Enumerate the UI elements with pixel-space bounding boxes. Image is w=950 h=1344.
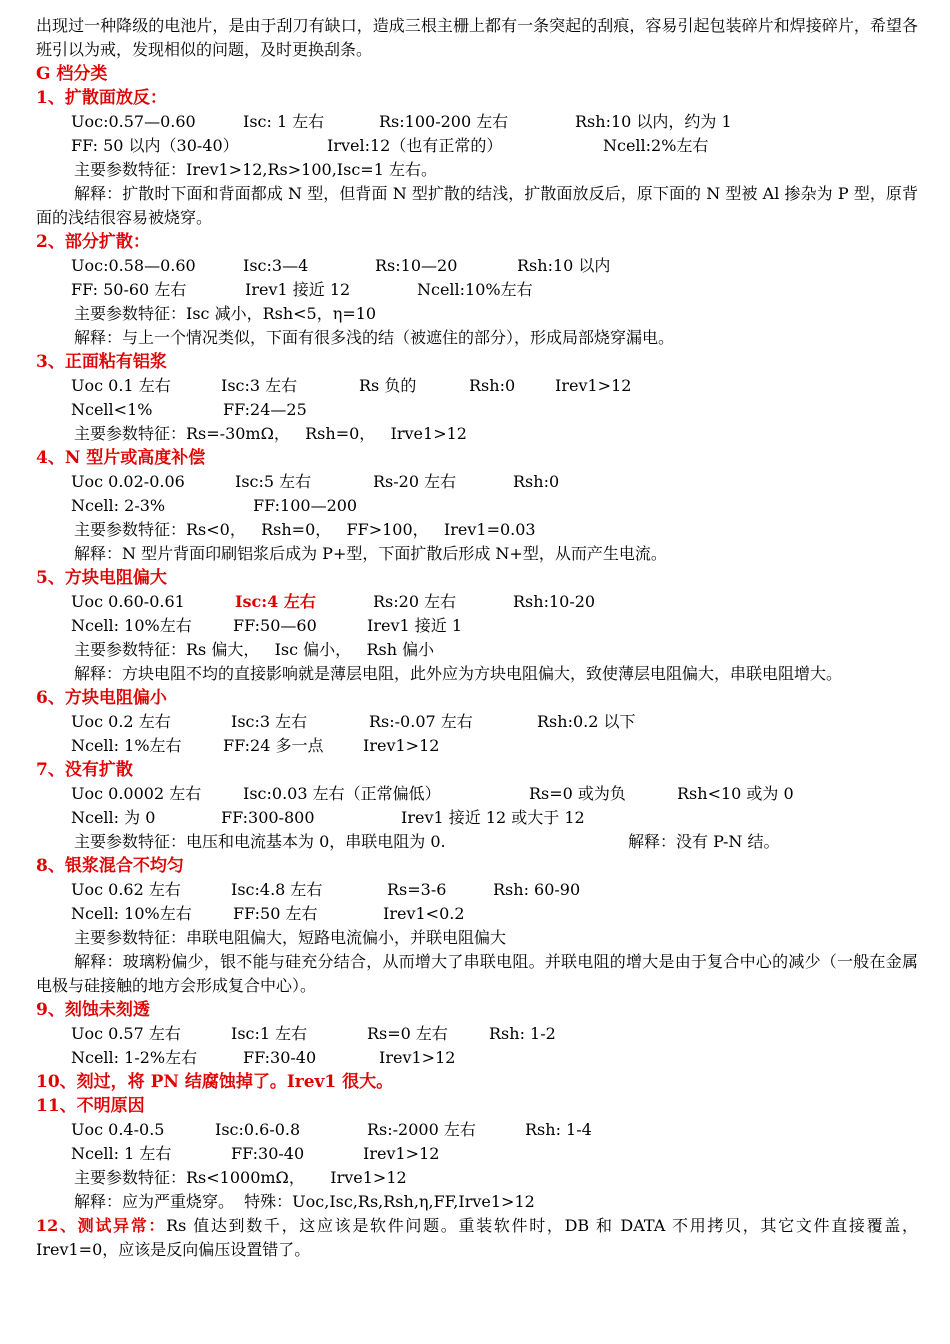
item-title: 5、方块电阻偏大 — [36, 568, 167, 588]
param-row — [36, 1046, 918, 1070]
param-value: Rsh:10 以内 — [517, 256, 611, 275]
param-value: Rsh:10-20 — [513, 592, 596, 611]
param-row — [36, 134, 918, 158]
param-value: Ncell:10%左右 — [417, 280, 533, 299]
explain-text: 解释：玻璃粉偏少，银不能与硅充分结合，从而增大了串联电阻。并联电阻的增大是由于复合中心的减少（一般在金属电极与硅接触的地方会形成复合中心）。 — [36, 952, 918, 995]
param-value: Ncell:2%左右 — [603, 136, 709, 155]
param-value: Uoc 0.2 左右 — [71, 712, 171, 731]
param-row — [36, 494, 918, 518]
param-value: Isc:0.6-0.8 — [215, 1120, 301, 1139]
param-value: Rsh:0 — [469, 376, 516, 395]
feature-row — [36, 830, 918, 854]
param-value: Ncell: 10%左右 — [71, 904, 192, 923]
explain-text: 解释：没有 P-N 结。 — [628, 832, 780, 851]
param-value: Irev1<0.2 — [383, 904, 465, 923]
feature-text: 主要参数特征：Isc 减小，Rsh<5，η=10 — [74, 304, 377, 323]
param-value: Irev1 接近 12 — [245, 280, 351, 299]
param-value: Rsh:0.2 以下 — [537, 712, 636, 731]
param-value: Isc: 1 左右 — [243, 112, 325, 131]
param-value: FF: 50 以内（30-40） — [71, 136, 239, 155]
param-value: Rs=0 或为负 — [529, 784, 626, 803]
param-row — [36, 614, 918, 638]
explain-text: 解释：应为严重烧穿。 特殊：Uoc,Isc,Rs,Rsh,η,FF,Irve1>12 — [74, 1192, 535, 1211]
explain-text: 解释：方块电阻不均的直接影响就是薄层电阻，此外应为方块电阻偏大，致使薄层电阻偏大，串联电阻增大。 — [74, 664, 843, 683]
param-value: Uoc:0.57—0.60 — [71, 112, 196, 131]
param-value: Irev1>12 — [555, 376, 632, 395]
param-value: Rsh: 60-90 — [493, 880, 581, 899]
section-title: G 档分类 — [36, 64, 108, 84]
param-row — [36, 1118, 918, 1142]
param-value: Irev1 接近 1 — [367, 616, 463, 635]
param-value: Irev1 接近 12 或大于 12 — [401, 808, 585, 827]
param-value: Rsh:10 以内，约为 1 — [575, 112, 732, 131]
feature-text: 主要参数特征：电压和电流基本为 0，串联电阻为 0. — [74, 832, 446, 851]
param-value: Rs 负的 — [359, 376, 417, 395]
param-row — [36, 278, 918, 302]
param-value: Ncell: 1 左右 — [71, 1144, 172, 1163]
param-value: Uoc 0.60-0.61 — [71, 592, 185, 611]
param-row — [36, 470, 918, 494]
param-value: Isc:5 左右 — [235, 472, 312, 491]
param-value: Rs:-0.07 左右 — [369, 712, 473, 731]
isc-highlight: Isc:4 左右 — [235, 592, 316, 611]
explain-text: 解释：与上一个情况类似，下面有很多浅的结（被遮住的部分），形成局部烧穿漏电。 — [74, 328, 675, 347]
param-value: Rs=0 左右 — [367, 1024, 448, 1043]
param-value: Uoc 0.57 左右 — [71, 1024, 181, 1043]
param-value: Ncell: 1-2%左右 — [71, 1048, 198, 1067]
param-row — [36, 374, 918, 398]
param-value: FF:30-40 — [231, 1144, 305, 1163]
param-value: FF: 50-60 左右 — [71, 280, 187, 299]
param-row — [36, 902, 918, 926]
param-value: Uoc 0.4-0.5 — [71, 1120, 165, 1139]
param-row — [36, 782, 918, 806]
item-title: 12、测试异常： — [36, 1216, 167, 1235]
param-row — [36, 1142, 918, 1166]
item-title: 7、没有扩散 — [36, 760, 133, 780]
document-page — [36, 14, 918, 1262]
param-value: Irev1>12 — [363, 1144, 440, 1163]
param-value: Uoc 0.62 左右 — [71, 880, 181, 899]
param-value: Rs:-2000 左右 — [367, 1120, 476, 1139]
param-row — [36, 590, 918, 614]
explain-text: 解释：扩散时下面和背面都成 N 型，但背面 N 型扩散的结浅，扩散面放反后，原下面的 N 型被 Al 掺杂为 P 型，原背面的浅结很容易被烧穿。 — [36, 184, 918, 227]
param-value: FF:50—60 — [233, 616, 317, 635]
param-value: Isc:3—4 — [243, 256, 309, 275]
param-value: Rs:20 左右 — [373, 592, 457, 611]
item-title: 11、不明原因 — [36, 1096, 145, 1116]
param-value: Isc:1 左右 — [231, 1024, 308, 1043]
param-value: Rsh<10 或为 0 — [677, 784, 794, 803]
param-value: Ncell: 为 0 — [71, 808, 156, 827]
param-value: Ncell: 1%左右 — [71, 736, 182, 755]
item-title: 3、正面粘有铝浆 — [36, 352, 167, 372]
param-row — [36, 878, 918, 902]
item-12-paragraph — [36, 1214, 918, 1262]
param-value: Uoc 0.0002 左右 — [71, 784, 202, 803]
feature-text: 主要参数特征：串联电阻偏大，短路电流偏小，并联电阻偏大 — [74, 928, 507, 947]
param-value: Irev1>12 — [363, 736, 440, 755]
param-row — [36, 806, 918, 830]
param-value: Rsh: 1-2 — [489, 1024, 556, 1043]
item-12-text: Rs 值达到数千，这应该是软件问题。重装软件时，DB 和 DATA 不用拷贝，其它文件直接覆盖，Irev1=0，应该是反向偏压设置错了。 — [36, 1216, 918, 1259]
feature-text: 主要参数特征：Rs<0， Rsh=0， FF>100， Irev1=0.03 — [74, 520, 536, 539]
param-value: Rsh: 1-4 — [525, 1120, 592, 1139]
item-title: 1、扩散面放反： — [36, 88, 167, 108]
intro-paragraph: 出现过一种降级的电池片，是由于刮刀有缺口，造成三根主栅上都有一条突起的刮痕，容易引起包装碎片和焊接碎片，希望各班引以为戒，发现相似的问题，及时更换刮条。 — [36, 16, 918, 59]
feature-text: 主要参数特征：Rs=-30mΩ， Rsh=0， Irve1>12 — [74, 424, 467, 443]
feature-text: 主要参数特征：Rs 偏大， Isc 偏小， Rsh 偏小 — [74, 640, 435, 659]
param-value: Uoc 0.02-0.06 — [71, 472, 185, 491]
item-title: 4、N 型片或高度补偿 — [36, 448, 206, 468]
param-row — [36, 734, 918, 758]
item-title: 6、方块电阻偏小 — [36, 688, 167, 708]
param-row — [36, 254, 918, 278]
param-value: Isc:3 左右 — [221, 376, 298, 395]
item-title: 9、刻蚀未刻透 — [36, 1000, 150, 1020]
param-value: Ncell: 10%左右 — [71, 616, 192, 635]
param-row — [36, 110, 918, 134]
explain-text: 解释：N 型片背面印刷铝浆后成为 P+型，下面扩散后形成 N+型，从而产生电流。 — [74, 544, 667, 563]
param-value: FF:24—25 — [223, 400, 307, 419]
item-title: 8、银浆混合不均匀 — [36, 856, 184, 876]
param-value: Ncell<1% — [71, 400, 153, 419]
param-value: Irev1>12 — [379, 1048, 456, 1067]
param-value: FF:300-800 — [221, 808, 315, 827]
param-value: Irvel:12（也有正常的） — [327, 136, 503, 155]
param-value: Rsh:0 — [513, 472, 560, 491]
param-value: Rs:100-200 左右 — [379, 112, 509, 131]
feature-text: 主要参数特征：Rs<1000mΩ， Irve1>12 — [74, 1168, 407, 1187]
param-value: FF:24 多一点 — [223, 736, 324, 755]
param-value: FF:30-40 — [243, 1048, 317, 1067]
param-row — [36, 1022, 918, 1046]
param-row — [36, 710, 918, 734]
param-value: Uoc 0.1 左右 — [71, 376, 171, 395]
param-value: FF:50 左右 — [233, 904, 318, 923]
item-title: 2、部分扩散： — [36, 232, 150, 252]
param-value: Rs-20 左右 — [373, 472, 457, 491]
param-value: Rs:10—20 — [375, 256, 458, 275]
param-value: Ncell: 2-3% — [71, 496, 166, 515]
param-value: Isc:3 左右 — [231, 712, 308, 731]
param-row — [36, 398, 918, 422]
param-value: Rs=3-6 — [387, 880, 447, 899]
param-value: Isc:0.03 左右（正常偏低） — [243, 784, 441, 803]
param-value: FF:100—200 — [253, 496, 358, 515]
param-value: Isc:4.8 左右 — [231, 880, 323, 899]
item-title: 10、刻过，将 PN 结腐蚀掉了。Irev1 很大。 — [36, 1072, 394, 1092]
feature-text: 主要参数特征：Irev1>12,Rs>100,Isc=1 左右。 — [74, 160, 437, 179]
param-value: Uoc:0.58—0.60 — [71, 256, 196, 275]
